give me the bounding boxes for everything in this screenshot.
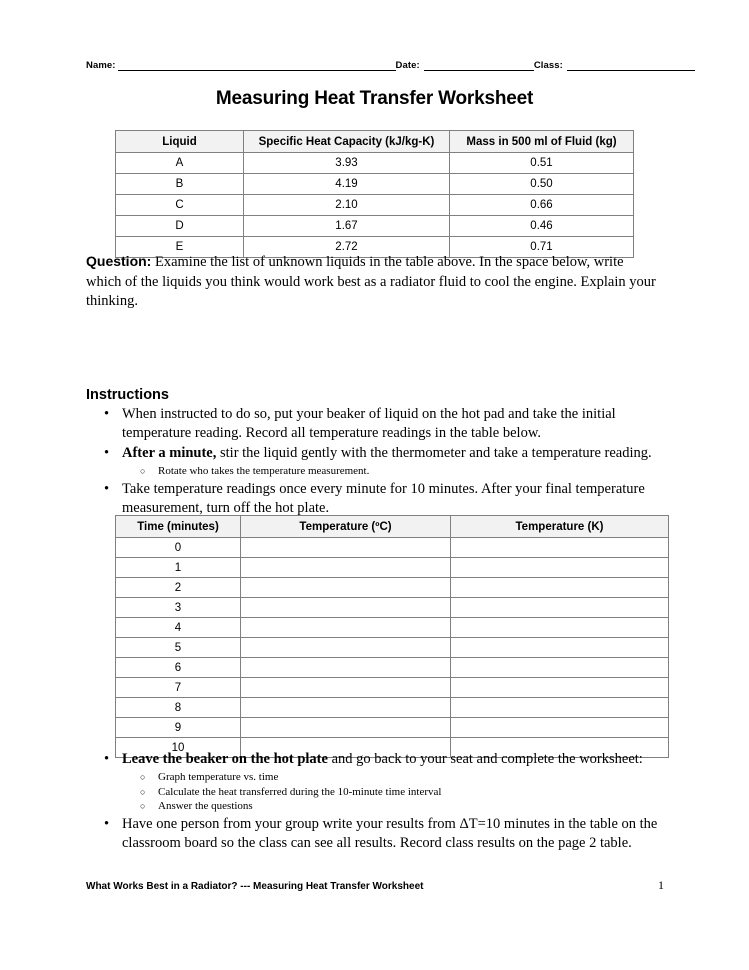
cell-temperature-c-input[interactable] xyxy=(241,598,451,618)
sub-list-item-text: Rotate who takes the temperature measurement. xyxy=(158,465,370,477)
table-row xyxy=(116,538,669,558)
table-row xyxy=(116,195,634,216)
cell-temperature-k-input[interactable] xyxy=(451,658,669,678)
table-row xyxy=(116,698,669,718)
list-item xyxy=(86,444,664,479)
cell-specific-heat: 2.10 xyxy=(244,195,450,216)
column-header-temperature-k: Temperature (K) xyxy=(451,516,669,538)
cell-specific-heat: 4.19 xyxy=(244,174,450,195)
table-header-row xyxy=(116,516,669,538)
cell-time: 2 xyxy=(116,578,241,598)
cell-temperature-k-input[interactable] xyxy=(451,538,669,558)
sub-list-item xyxy=(122,799,664,814)
closing-instructions-list xyxy=(86,750,664,854)
instructions-heading: Instructions xyxy=(86,387,169,403)
table-row xyxy=(116,216,634,237)
list-item xyxy=(86,750,664,814)
cell-mass: 0.51 xyxy=(450,153,634,174)
question-text: Examine the list of unknown liquids in the table above. In the space below, write which of the liquids you think would work best as a radiator fluid to cool the engine. Explain your thinking. xyxy=(86,254,656,309)
table-row xyxy=(116,658,669,678)
cell-temperature-c-input[interactable] xyxy=(241,578,451,598)
cell-liquid: C xyxy=(116,195,244,216)
cell-temperature-c-input[interactable] xyxy=(241,558,451,578)
list-item xyxy=(86,480,664,518)
bullet-icon: • xyxy=(104,815,110,832)
liquid-properties-table xyxy=(115,130,634,258)
temperature-recording-table xyxy=(115,515,669,758)
list-item xyxy=(86,815,664,853)
sub-list-item-text: Graph temperature vs. time xyxy=(158,771,279,783)
cell-temperature-c-input[interactable] xyxy=(241,538,451,558)
cell-time: 5 xyxy=(116,638,241,658)
table-row xyxy=(116,578,669,598)
sub-list-item xyxy=(122,770,664,785)
list-item-text: When instructed to do so, put your beaker of liquid on the hot pad and take the initial temperature reading. Record all temperature readings in the table below. xyxy=(122,406,616,441)
list-item-text: Have one person from your group write your results from ΔT=10 minutes in the table on the classroom board so the class can see all results. Record class results on the page 2 table. xyxy=(122,815,658,851)
table-row xyxy=(116,638,669,658)
cell-time: 4 xyxy=(116,618,241,638)
list-item-text: stir the liquid gently with the thermometer and take a temperature reading. xyxy=(216,445,652,461)
cell-time: 9 xyxy=(116,718,241,738)
bullet-icon: • xyxy=(104,751,110,767)
cell-temperature-k-input[interactable] xyxy=(451,718,669,738)
bullet-icon: • xyxy=(104,480,110,497)
cell-mass: 0.50 xyxy=(450,174,634,195)
hollow-bullet-icon: ○ xyxy=(140,466,146,476)
sub-list-item xyxy=(122,464,664,479)
date-blank-line[interactable] xyxy=(424,61,534,71)
cell-temperature-k-input[interactable] xyxy=(451,638,669,658)
bullet-icon: • xyxy=(104,445,110,461)
table-row xyxy=(116,558,669,578)
cell-time: 10 xyxy=(116,738,241,758)
cell-time: 8 xyxy=(116,698,241,718)
cell-specific-heat: 1.67 xyxy=(244,216,450,237)
table-row xyxy=(116,598,669,618)
table-row xyxy=(116,678,669,698)
date-label: Date: xyxy=(395,60,420,71)
cell-liquid: B xyxy=(116,174,244,195)
page-title: Measuring Heat Transfer Worksheet xyxy=(215,88,534,109)
table-header-row xyxy=(116,131,634,153)
instructions-list xyxy=(86,405,664,519)
name-label: Name: xyxy=(86,60,116,71)
column-header-mass: Mass in 500 ml of Fluid (kg) xyxy=(450,131,634,153)
question-label: Question: xyxy=(86,253,152,269)
cell-liquid: D xyxy=(116,216,244,237)
cell-temperature-c-input[interactable] xyxy=(241,618,451,638)
cell-mass: 0.46 xyxy=(450,216,634,237)
cell-specific-heat: 3.93 xyxy=(244,153,450,174)
hollow-bullet-icon: ○ xyxy=(140,801,146,811)
cell-temperature-k-input[interactable] xyxy=(451,698,669,718)
cell-temperature-c-input[interactable] xyxy=(241,698,451,718)
column-header-liquid: Liquid xyxy=(116,131,244,153)
cell-temperature-c-input[interactable] xyxy=(241,718,451,738)
table-row xyxy=(116,174,634,195)
sub-list-item-text: Calculate the heat transferred during the 10-minute time interval xyxy=(158,785,442,798)
cell-liquid: A xyxy=(116,153,244,174)
page-footer xyxy=(86,878,664,893)
question-block xyxy=(86,252,658,312)
cell-time: 7 xyxy=(116,678,241,698)
list-item-bold-lead: Leave the beaker on the hot plate xyxy=(122,751,328,767)
cell-temperature-c-input[interactable] xyxy=(241,658,451,678)
class-blank-line[interactable] xyxy=(567,61,695,71)
cell-temperature-k-input[interactable] xyxy=(451,618,669,638)
cell-temperature-k-input[interactable] xyxy=(451,678,669,698)
list-item-text: Take temperature readings once every minute for 10 minutes. After your final temperature measurement, turn off the hot plate. xyxy=(122,480,645,516)
sub-list-item xyxy=(122,785,664,800)
cell-specific-heat: 2.72 xyxy=(244,237,450,258)
list-item xyxy=(86,405,664,443)
cell-liquid: E xyxy=(116,237,244,258)
column-header-time: Time (minutes) xyxy=(116,516,241,538)
list-item-text: and go back to your seat and complete the worksheet: xyxy=(327,751,643,767)
column-header-specific-heat: Specific Heat Capacity (kJ/kg-K) xyxy=(244,131,450,153)
footer-page-number: 1 xyxy=(658,878,664,892)
cell-mass: 0.71 xyxy=(450,237,634,258)
footer-text: What Works Best in a Radiator? --- Measuring Heat Transfer Worksheet xyxy=(86,881,424,892)
cell-temperature-k-input[interactable] xyxy=(451,598,669,618)
table-row xyxy=(116,153,634,174)
student-info-line xyxy=(86,60,664,71)
table-row xyxy=(116,718,669,738)
bullet-icon: • xyxy=(104,406,110,422)
cell-time: 0 xyxy=(116,538,241,558)
cell-temperature-k-input[interactable] xyxy=(451,558,669,578)
cell-temperature-c-input[interactable] xyxy=(241,678,451,698)
cell-time: 3 xyxy=(116,598,241,618)
column-header-temperature-c: Temperature (ºC) xyxy=(241,516,451,538)
cell-time: 1 xyxy=(116,558,241,578)
cell-mass: 0.66 xyxy=(450,195,634,216)
class-label: Class: xyxy=(533,60,563,71)
sub-list-item-text: Answer the questions xyxy=(158,800,253,812)
hollow-bullet-icon: ○ xyxy=(140,772,146,782)
name-blank-line[interactable] xyxy=(118,61,396,71)
table-row xyxy=(116,618,669,638)
list-item-bold-lead: After a minute, xyxy=(122,445,217,461)
hollow-bullet-icon: ○ xyxy=(140,786,146,797)
cell-temperature-c-input[interactable] xyxy=(241,638,451,658)
cell-temperature-k-input[interactable] xyxy=(451,578,669,598)
cell-time: 6 xyxy=(116,658,241,678)
